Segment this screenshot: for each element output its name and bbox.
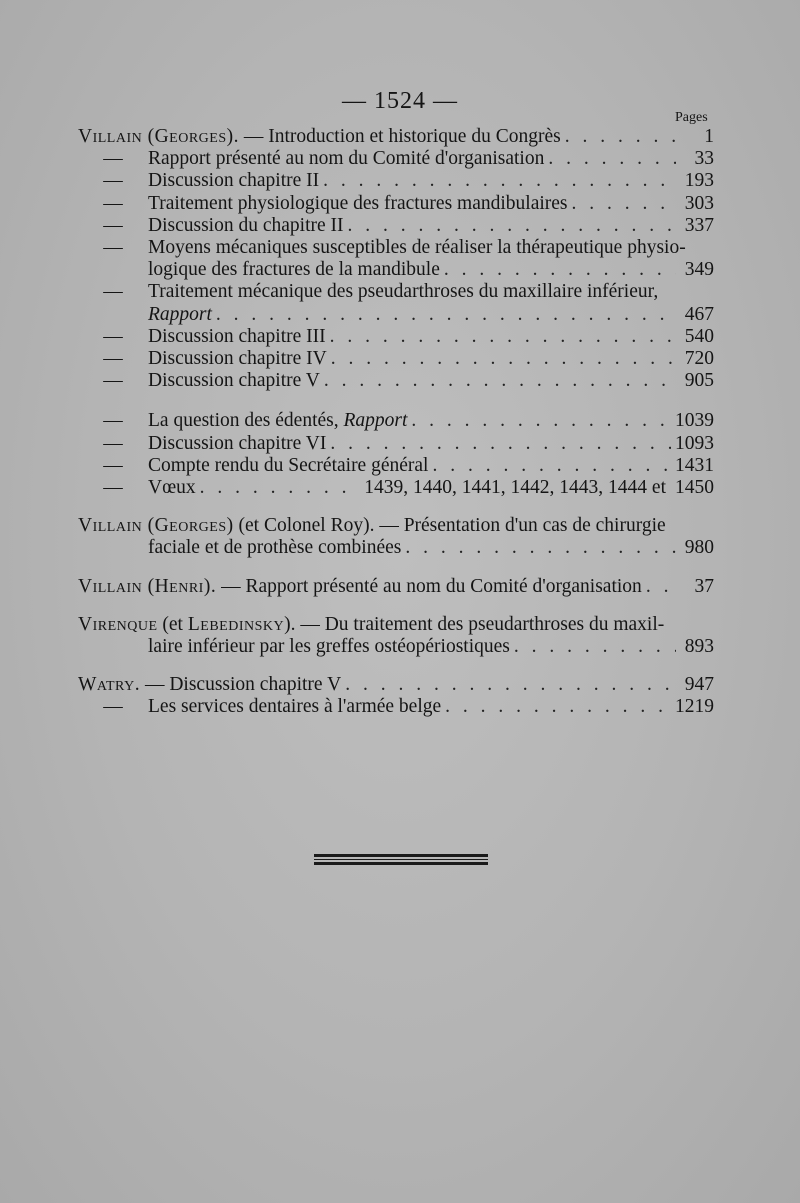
author-name: Villain (Georges). (78, 126, 239, 147)
leader-dots (646, 576, 676, 598)
page-ref: 905 (684, 370, 714, 392)
entry-title: Rapport (148, 303, 212, 325)
leader-dots (345, 674, 676, 696)
entry-title: Discussion chapitre III (148, 325, 326, 347)
leader-dots (444, 259, 676, 281)
coauthor-name: Lebedinsky (187, 613, 285, 635)
entry-title: faciale et de prothèse combinées (148, 537, 402, 559)
leader-dots (216, 304, 676, 326)
index-entry-continuation (78, 537, 714, 559)
page-ref: 1093 (675, 432, 714, 454)
leader-dots (348, 215, 677, 237)
index-entry (78, 348, 714, 370)
entry-title: Vœux (148, 477, 196, 499)
index-entry (78, 576, 714, 598)
entry-title: Discussion chapitre V (148, 370, 320, 392)
ditto-dash: — (103, 348, 123, 370)
end-rule (314, 854, 488, 867)
index-entry (78, 696, 714, 718)
leader-dots (514, 636, 676, 658)
page-ref: 1219 (675, 696, 714, 718)
page-ref: 337 (684, 214, 714, 236)
page-number: — 1524 — (342, 88, 458, 114)
index-entry: Virenque (et Lebedinsky). — Du traitement des pseudarthroses du maxil- (78, 613, 665, 635)
leader-dots (445, 696, 671, 718)
entry-title: — Rapport présenté au nom du Comité d'organisation (221, 575, 642, 597)
pages-column-label: Pages (675, 110, 708, 125)
ditto-dash: — (103, 696, 123, 718)
ditto-dash: — (103, 410, 123, 432)
page-ref: 947 (684, 674, 714, 696)
ditto-dash: — (103, 170, 123, 192)
page-ref: 37 (694, 575, 714, 597)
page-ref: 303 (684, 192, 714, 214)
ditto-dash: — (103, 281, 123, 303)
entry-title: (et Colonel Roy). — Présentation d'un cas de chirurgie (238, 515, 666, 537)
page-ref: 540 (684, 325, 714, 347)
leader-dots (548, 148, 676, 170)
page-ref: 1431 (675, 454, 714, 476)
index-entry (78, 326, 714, 348)
page-ref: 980 (684, 537, 714, 559)
page-ref: 893 (684, 636, 714, 658)
entry-title: — Introduction et historique du Congrès (243, 126, 561, 147)
page-ref: 1 (704, 126, 714, 147)
leader-dots (565, 126, 676, 148)
leader-dots (200, 477, 361, 499)
entry-title: Moyens mécaniques susceptibles de réaliser la thérapeutique physio- (148, 237, 686, 259)
entry-title: — Discussion chapitre V (144, 674, 342, 696)
leader-dots (324, 370, 676, 392)
index-entry-continuation (78, 304, 714, 326)
leader-dots (331, 348, 676, 370)
ditto-dash: — (103, 214, 123, 236)
author-name: Villain (Georges) (78, 515, 234, 537)
author-index (78, 126, 714, 719)
entry-title: laire inférieur par les greffes ostéopériostiques (148, 636, 510, 658)
leader-dots (411, 410, 671, 432)
leader-dots (330, 433, 671, 455)
entry-title: logique des fractures de la mandibule (148, 259, 440, 281)
author-name: Watry. (78, 674, 141, 696)
ditto-dash: — (103, 237, 123, 259)
entry-title: Traitement mécanique des pseudarthroses du maxillaire inférieur, (148, 281, 659, 303)
author-name: Villain (Henri). (78, 575, 217, 597)
ditto-dash: — (103, 454, 123, 476)
entry-title-italic: Rapport (343, 410, 408, 432)
leader-dots (405, 537, 676, 559)
entry-title: Rapport présenté au nom du Comité d'organisation (148, 148, 545, 170)
index-entry (78, 410, 714, 432)
leader-dots (572, 193, 676, 215)
leader-dots (323, 170, 676, 192)
page-ref: 720 (684, 348, 714, 370)
entry-title: Discussion du chapitre II (148, 214, 344, 236)
page-ref: 1450 (675, 477, 714, 499)
page-ref: 193 (684, 170, 714, 192)
leader-dots (330, 326, 676, 348)
index-entry-continuation (78, 259, 714, 281)
index-entry (78, 215, 714, 237)
page-ref: 1039 (675, 410, 714, 432)
entry-title: Discussion chapitre IV (148, 348, 327, 370)
index-entry (78, 148, 714, 170)
entry-title: Les services dentaires à l'armée belge (148, 696, 442, 718)
entry-title: La question des édentés, (148, 410, 339, 432)
page-ref: 33 (694, 148, 714, 170)
index-entry (78, 515, 714, 537)
ditto-dash: — (103, 370, 123, 392)
ditto-dash: — (103, 192, 123, 214)
leader-dots (432, 455, 671, 477)
ditto-dash: — (103, 148, 123, 170)
index-entry (78, 281, 714, 303)
index-entry (78, 126, 714, 148)
index-entry (78, 455, 714, 477)
entry-title: Traitement physiologique des fractures mandibulaires (148, 192, 568, 214)
index-entry (78, 433, 714, 455)
ditto-dash: — (103, 432, 123, 454)
index-entry-continuation (78, 636, 714, 658)
ditto-dash: — (103, 325, 123, 347)
page-ref: 349 (684, 259, 714, 281)
entry-title: Discussion chapitre VI (148, 432, 327, 454)
index-entry (78, 193, 714, 215)
index-entry (78, 370, 714, 392)
page-list: 1439, 1440, 1441, 1442, 1443, 1444 et (364, 477, 666, 499)
index-entry (78, 674, 714, 696)
page-ref: 467 (684, 303, 714, 325)
author-name: Virenque (78, 613, 158, 635)
entry-title: Discussion chapitre II (148, 170, 320, 192)
index-entry (78, 237, 714, 259)
entry-title: Compte rendu du Secrétaire général (148, 454, 429, 476)
ditto-dash: — (103, 477, 123, 499)
index-entry (78, 170, 714, 192)
entry-title: ). — Du traitement des pseudarthroses du maxil- (284, 613, 665, 635)
index-entry (78, 477, 714, 499)
